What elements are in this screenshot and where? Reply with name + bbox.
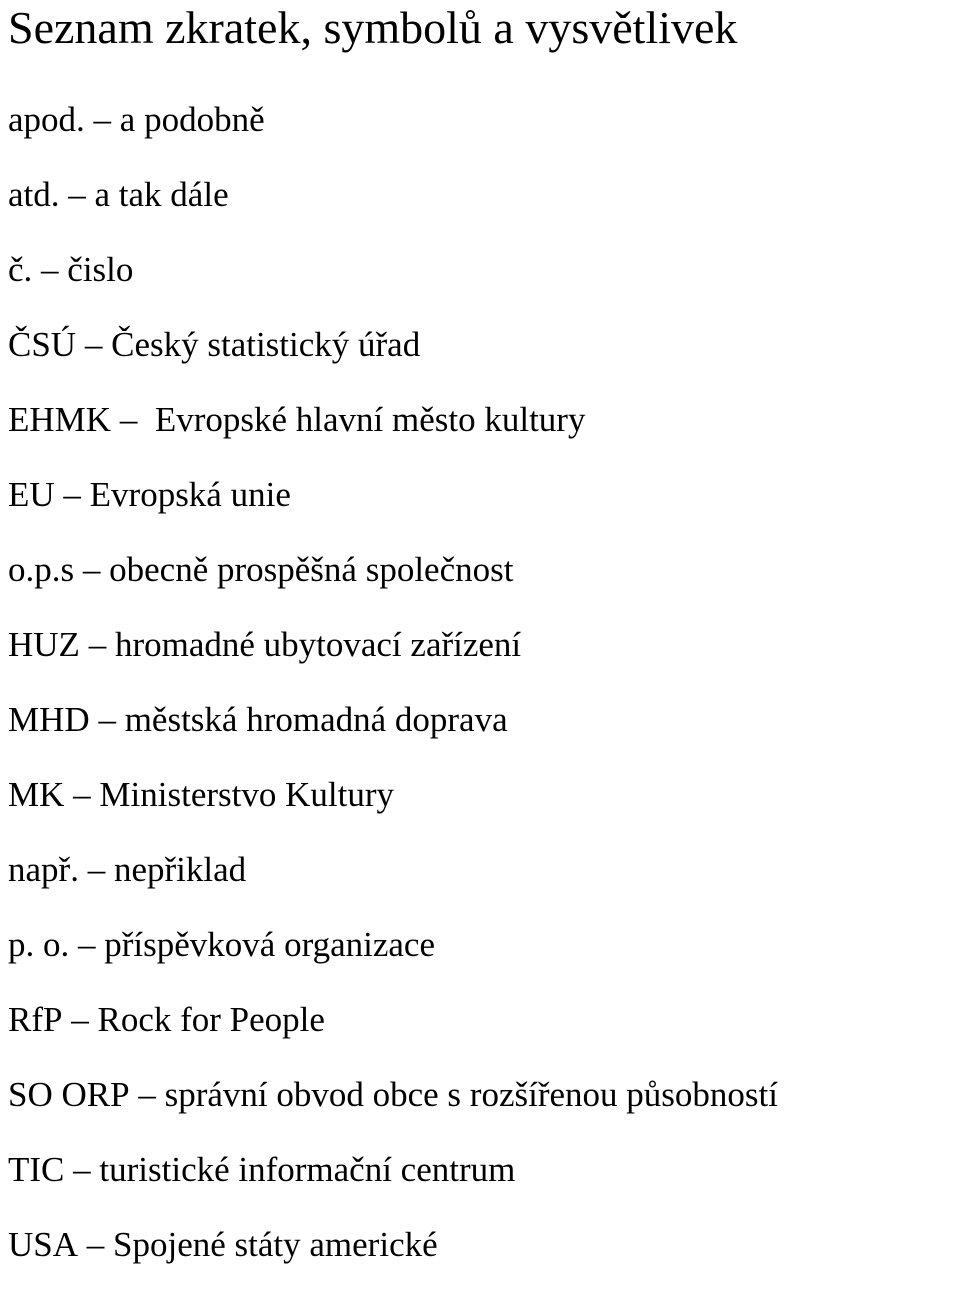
- list-item: [8, 390, 778, 465]
- dash-separator: [90, 700, 125, 739]
- dash-separator: [111, 400, 146, 439]
- abbreviation: SO ORP: [8, 1075, 130, 1114]
- abbreviation-meaning: příspěvková organizace: [104, 925, 435, 964]
- list-item: [8, 540, 778, 615]
- list-item: [8, 765, 778, 840]
- abbreviation-meaning: správní obvod obce s rozšířenou působností: [164, 1075, 778, 1114]
- dash-separator: [69, 925, 104, 964]
- abbreviation-meaning: městská hromadná doprava: [124, 700, 508, 739]
- abbreviation: např.: [8, 850, 79, 889]
- abbreviation: ČSÚ: [8, 325, 77, 364]
- abbreviation-meaning: a tak dále: [94, 175, 229, 214]
- list-item: [8, 690, 778, 765]
- page-title: Seznam zkratek, symbolů a vysvětlivek: [8, 2, 738, 53]
- dash-separator: [60, 175, 95, 214]
- abbreviation-meaning: turistické informační centrum: [99, 1150, 516, 1189]
- abbreviation: o.p.s: [8, 550, 75, 589]
- list-item: [8, 1065, 778, 1140]
- list-item: [8, 240, 778, 315]
- abbreviation: č.: [8, 250, 33, 289]
- abbreviation-meaning: obecně prospěšná společnost: [109, 550, 514, 589]
- dash-separator: [79, 850, 114, 889]
- abbreviation-meaning: hromadné ubytovací zařízení: [114, 625, 522, 664]
- abbreviation-meaning: a podobně: [119, 100, 265, 139]
- abbreviation: MHD: [8, 700, 90, 739]
- abbreviation-meaning: čislo: [67, 250, 134, 289]
- abbreviation: apod.: [8, 100, 85, 139]
- list-item: [8, 1140, 778, 1215]
- abbreviation-meaning: Rock for People: [97, 1000, 325, 1039]
- list-item: [8, 990, 778, 1065]
- dash-separator: [130, 1075, 165, 1114]
- dash-separator: [64, 775, 99, 814]
- abbreviation: EHMK: [8, 400, 112, 439]
- list-item: [8, 915, 778, 990]
- dash-separator: [80, 625, 115, 664]
- abbreviation-meaning: Evropská unie: [89, 475, 291, 514]
- list-item: [8, 465, 778, 540]
- abbreviation-list: [8, 90, 778, 1290]
- abbreviation: p. o.: [8, 925, 70, 964]
- abbreviation: HUZ: [8, 625, 80, 664]
- list-item: [8, 840, 778, 915]
- dash-separator: [76, 325, 111, 364]
- abbreviation-meaning: Ministerstvo Kultury: [99, 775, 394, 814]
- dash-separator: [74, 550, 109, 589]
- abbreviation: EU: [8, 475, 55, 514]
- abbreviation-meaning: Evropské hlavní město kultury: [146, 400, 586, 439]
- dash-separator: [85, 100, 120, 139]
- abbreviation-meaning: Spojené státy americké: [113, 1225, 438, 1264]
- abbreviation: atd.: [8, 175, 60, 214]
- list-item: [8, 165, 778, 240]
- abbreviation-meaning: Český statistický úřad: [111, 325, 421, 364]
- abbreviation-meaning: nepřiklad: [113, 850, 247, 889]
- list-item: [8, 315, 778, 390]
- abbreviation: MK: [8, 775, 65, 814]
- dash-separator: [55, 475, 90, 514]
- dash-separator: [32, 250, 67, 289]
- dash-separator: [62, 1000, 97, 1039]
- abbreviation: TIC: [8, 1150, 65, 1189]
- list-item: [8, 615, 778, 690]
- abbreviation: RfP: [8, 1000, 63, 1039]
- dash-separator: [78, 1225, 113, 1264]
- list-item: [8, 90, 778, 165]
- dash-separator: [64, 1150, 99, 1189]
- list-item: [8, 1215, 778, 1290]
- abbreviation: USA: [8, 1225, 79, 1264]
